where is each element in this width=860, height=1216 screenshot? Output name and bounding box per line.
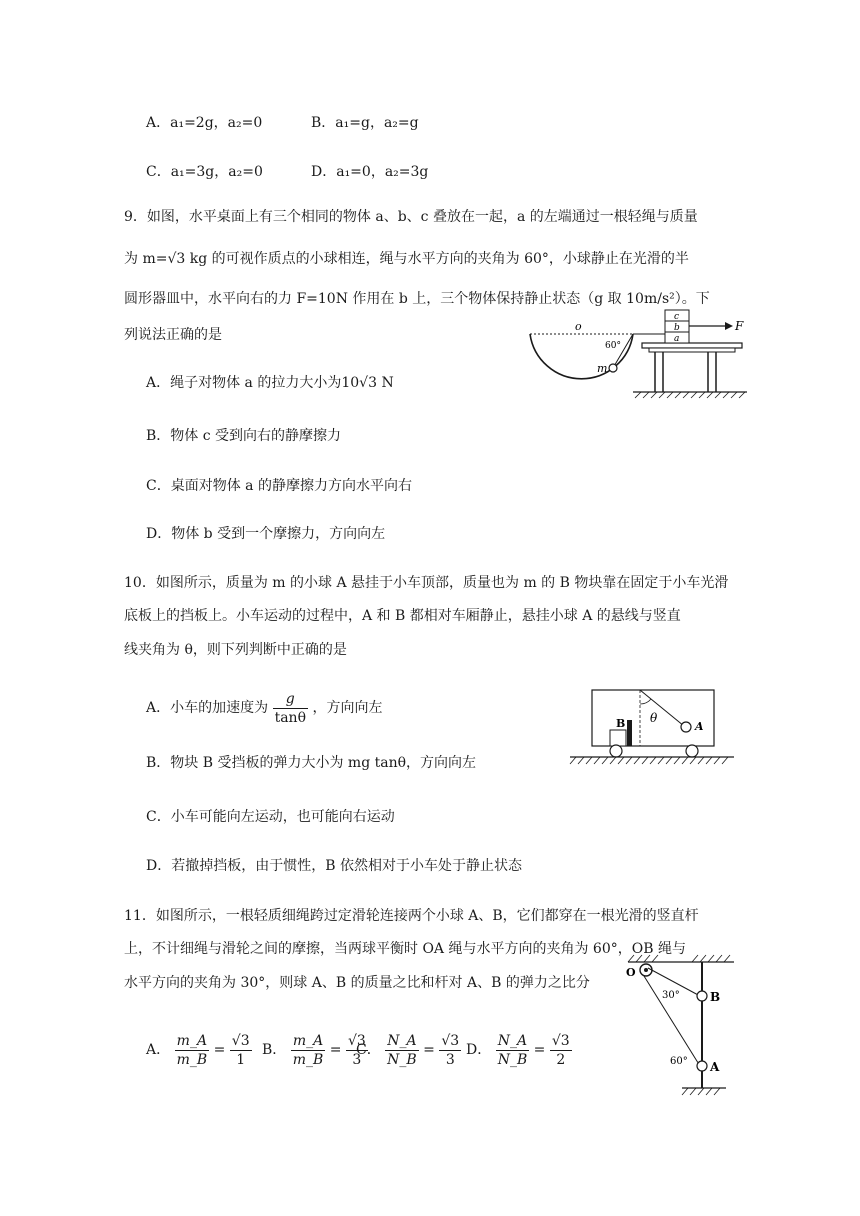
- q10-stem-line2: 底板上的挡板上。小车运动的过程中，A 和 B 都相对车厢静止，悬挂小球 A 的悬线与竖直: [124, 608, 681, 624]
- q9-option-d: D．物体 b 受到一个摩擦力，方向向左: [146, 526, 386, 542]
- q9-option-c: C．桌面对物体 a 的静摩擦力方向水平向右: [146, 478, 412, 494]
- q11-option-a-num: m_A: [175, 1032, 210, 1051]
- q9-label-f: F: [735, 319, 744, 333]
- q10-option-a-fraction: [273, 690, 308, 727]
- q10-option-c: C．小车可能向左运动，也可能向右运动: [146, 809, 395, 825]
- q11-label-a: A: [710, 1060, 720, 1074]
- q10-stem-line3: 线夹角为 θ，则下列判断中正确的是: [124, 642, 347, 658]
- q9-stem-line4: 列说法正确的是: [124, 327, 222, 343]
- q8-option-c: C．a₁=3g，a₂=0: [146, 164, 263, 180]
- q10-option-a-num: g: [273, 690, 308, 709]
- q11-option-b-rden: 3: [352, 1051, 362, 1068]
- q11-stem-line1: 11．如图所示，一根轻质细绳跨过定滑轮连接两个小球 A、B，它们都穿在一根光滑的竖直杆: [124, 908, 699, 924]
- q11-option-c-label: C．: [356, 1042, 381, 1058]
- q11-option-c: C． $\frac{N\_A}{N\_B}$ = $\frac{√3}{3}$: [356, 1032, 460, 1068]
- q11-option-c-rnum: √3: [441, 1032, 460, 1049]
- q8-option-b: B．a₁=g，a₂=g: [311, 115, 419, 131]
- q10-stem-line1: 10．如图所示，质量为 m 的小球 A 悬挂于小车顶部，质量也为 m 的 B 物块靠在固定于小车光滑: [124, 575, 729, 591]
- q11-option-a-den: m_B: [176, 1051, 208, 1068]
- q11-stem-line3: 水平方向的夹角为 30°，则球 A、B 的质量之比和杆对 A、B 的弹力之比分: [124, 975, 590, 991]
- q11-option-a-label: A．: [146, 1042, 171, 1058]
- q10-label-a: A: [695, 720, 704, 733]
- q9-label-angle: 60°: [605, 341, 621, 351]
- q11-label-60: 60°: [670, 1056, 688, 1067]
- q10-option-a-post: ，方向向左: [312, 700, 383, 716]
- q10-label-theta: θ: [650, 711, 658, 725]
- q9-stem-line2: 为 m=√3 kg 的可视作质点的小球相连，绳与水平方向的夹角为 60°，小球静止在光滑的半: [124, 251, 689, 267]
- q11-option-b-rnum: √3: [347, 1032, 366, 1049]
- q9-stem-line3: 圆形器皿中，水平向右的力 F=10N 作用在 b 上，三个物体保持静止状态（g 取 10m/s²）。下: [124, 291, 710, 307]
- q9-option-a: A．绳子对物体 a 的拉力大小为10√3 N: [146, 375, 394, 391]
- q9-label-o: o: [575, 320, 582, 333]
- q10-label-b: B: [616, 717, 626, 730]
- q9-label-b: b: [674, 323, 680, 333]
- q11-option-d-num: N_A: [496, 1032, 530, 1051]
- q11-label-o: O: [626, 966, 636, 979]
- q11-figure: [622, 950, 742, 1100]
- q11-option-d: D． $\frac{N\_A}{N\_B}$ = $\frac{√3}{2}$: [466, 1032, 570, 1068]
- q11-option-c-num: N_A: [385, 1032, 419, 1051]
- q9-stem-line1: 9．如图，水平桌面上有三个相同的物体 a、b、c 叠放在一起，a 的左端通过一根轻绳与质量: [124, 209, 698, 225]
- q11-option-b: B． $\frac{m\_A}{m\_B}$ = $\frac{√3}{3}$: [262, 1032, 366, 1068]
- q9-label-c: c: [674, 312, 680, 322]
- q11-option-d-den: N_B: [497, 1051, 528, 1068]
- q11-option-b-den: m_B: [292, 1051, 324, 1068]
- q11-option-b-label: B．: [262, 1042, 287, 1058]
- q11-option-d-label: D．: [466, 1042, 492, 1058]
- q11-option-a-rnum: √3: [231, 1032, 250, 1049]
- q10-figure: [566, 686, 738, 770]
- q10-option-b: B．物块 B 受挡板的弹力大小为 mg tanθ，方向向左: [146, 755, 477, 771]
- q10-option-a: [146, 689, 382, 727]
- q8-option-d: D．a₁=0，a₂=3g: [311, 164, 429, 180]
- q9-figure: [525, 300, 750, 408]
- q9-option-b: B．物体 c 受到向右的静摩擦力: [146, 428, 342, 444]
- q8-option-a: A．a₁=2g，a₂=0: [146, 115, 263, 131]
- q11-stem-line2: 上，不计细绳与滑轮之间的摩擦，当两球平衡时 OA 绳与水平方向的夹角为 60°，OB 绳与: [124, 941, 686, 957]
- q10-option-d: D．若撤掉挡板，由于惯性，B 依然相对于小车处于静止状态: [146, 858, 522, 874]
- q11-option-a: A． $\frac{m\_A}{m\_B}$ = $\frac{√3}{1}$: [146, 1032, 250, 1068]
- q10-option-a-den: tanθ: [274, 709, 306, 726]
- q11-option-a-rden: 1: [236, 1051, 246, 1068]
- q11-option-c-rden: 3: [445, 1051, 455, 1068]
- q10-option-a-pre: A．小车的加速度为: [146, 700, 269, 716]
- q9-label-m: m: [597, 362, 608, 375]
- q11-option-d-rnum: √3: [551, 1032, 570, 1049]
- q9-label-a: a: [674, 334, 680, 344]
- q11-option-b-num: m_A: [291, 1032, 326, 1051]
- q11-option-d-rden: 2: [556, 1051, 566, 1068]
- q11-label-30: 30°: [662, 990, 680, 1001]
- q11-option-c-den: N_B: [387, 1051, 417, 1068]
- q11-label-b: B: [710, 990, 721, 1004]
